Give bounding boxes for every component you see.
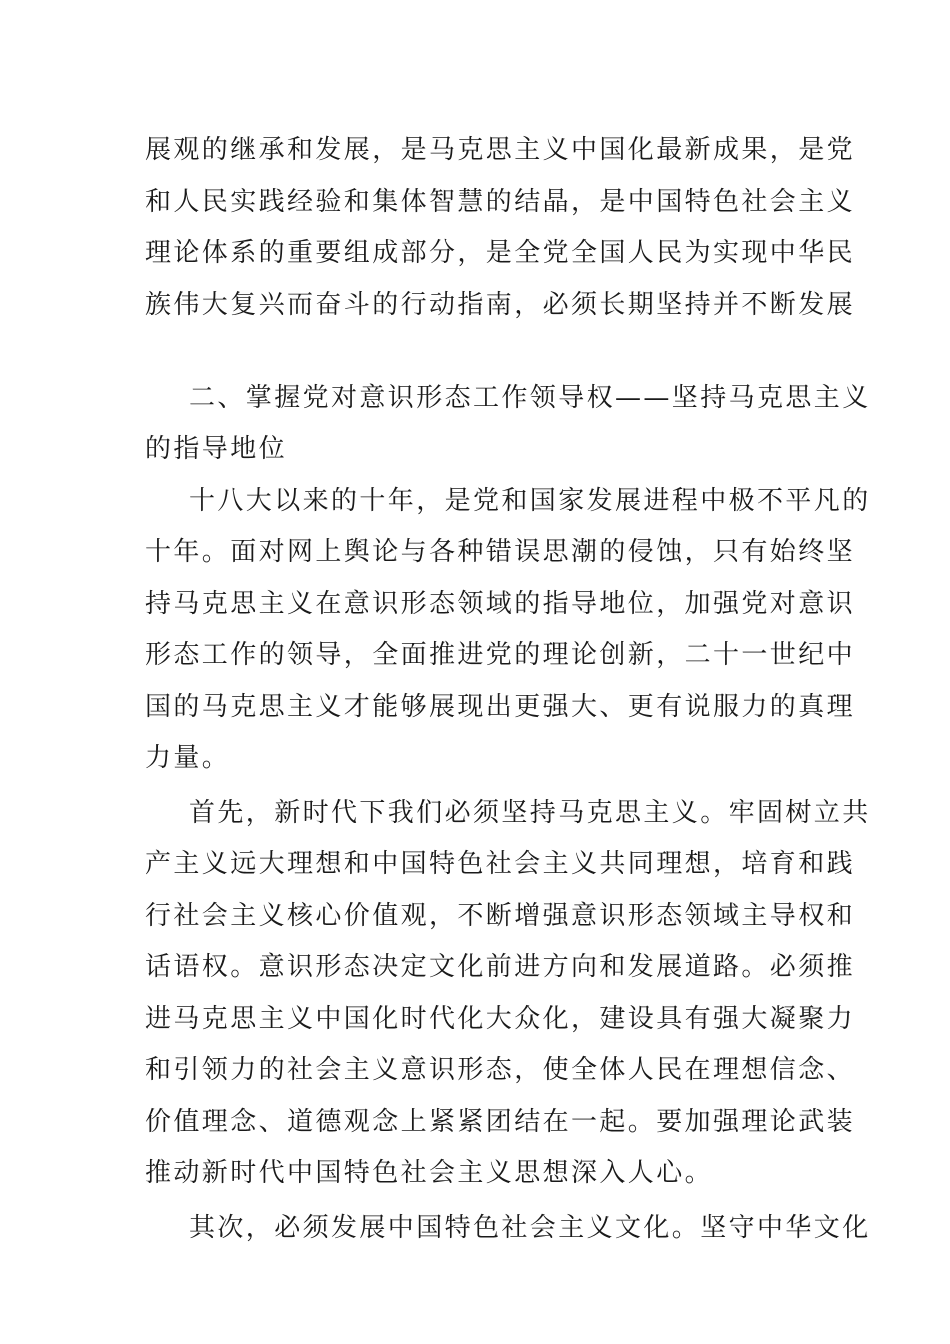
text-line: 展观的继承和发展，是马克思主义中国化最新成果，是党	[145, 135, 856, 165]
heading-line: 的指导地位	[145, 434, 288, 464]
text-line: 行社会主义核心价值观，不断增强意识形态领域主导权和	[145, 901, 856, 931]
text-line: 形态工作的领导，全面推进党的理论创新，二十一世纪中	[145, 640, 856, 670]
text-line: 产主义远大理想和中国特色社会主义共同理想，培育和践	[145, 849, 856, 879]
text-line: 话语权。意识形态决定文化前进方向和发展道路。必须推	[145, 952, 856, 982]
heading-line: 二、掌握党对意识形态工作领导权——坚持马克思主义	[189, 383, 871, 413]
text-line: 推动新时代中国特色社会主义思想深入人心。	[145, 1158, 714, 1188]
text-line: 持马克思主义在意识形态领域的指导地位，加强党对意识	[145, 589, 856, 619]
text-line: 进马克思主义中国化时代化大众化，建设具有强大凝聚力	[145, 1004, 856, 1034]
text-line: 和人民实践经验和集体智慧的结晶，是中国特色社会主义	[145, 187, 856, 217]
text-line: 族伟大复兴而奋斗的行动指南，必须长期坚持并不断发展	[145, 290, 856, 320]
text-line: 十年。面对网上舆论与各种错误思潮的侵蚀，只有始终坚	[145, 537, 856, 567]
text-line: 理论体系的重要组成部分，是全党全国人民为实现中华民	[145, 238, 856, 268]
text-line: 首先，新时代下我们必须坚持马克思主义。牢固树立共	[189, 798, 871, 828]
text-line: 国的马克思主义才能够展现出更强大、更有说服力的真理	[145, 692, 856, 722]
text-line: 十八大以来的十年，是党和国家发展进程中极不平凡的	[189, 486, 871, 516]
text-line: 和引领力的社会主义意识形态，使全体人民在理想信念、	[145, 1055, 856, 1085]
text-line: 价值理念、道德观念上紧紧团结在一起。要加强理论武装	[145, 1107, 856, 1137]
text-line: 其次，必须发展中国特色社会主义文化。坚守中华文化	[189, 1213, 871, 1243]
text-line: 力量。	[145, 743, 231, 773]
